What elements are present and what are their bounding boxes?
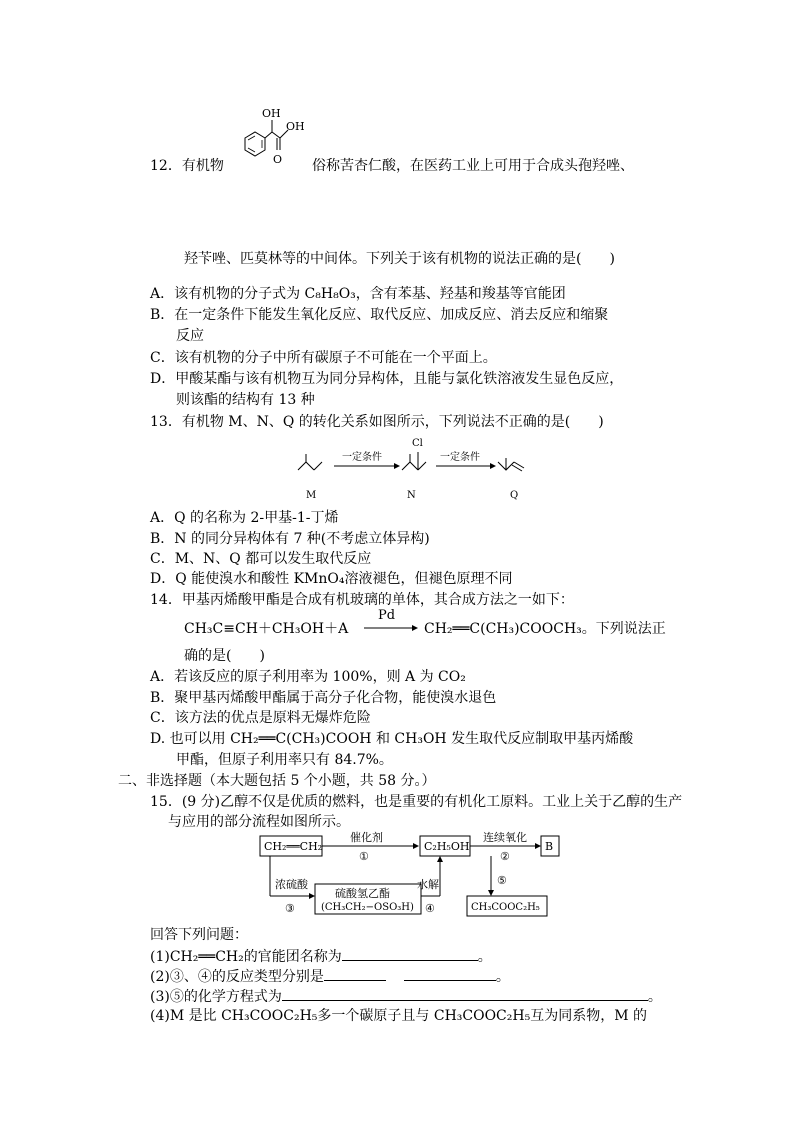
q12-option-b-line2: 反应 [176,328,204,344]
answer-blank-3[interactable] [282,986,648,1001]
q14-option-c: C．该方法的优点是原料无爆炸危险 [150,710,371,726]
flow-box-ethylene: CH₂══CH₂ [264,840,323,853]
flow-arrow2-label: 连续氧化 [483,831,527,844]
q14-catalyst: Pd [378,608,396,623]
q14-option-d-line2: 甲酯，但原子利用率只有 84.7%。 [176,752,393,768]
flow-box-ethyl-hydrogen-sulfate-formula: (CH₃CH₂−OSO₃H) [321,902,414,913]
q15-sub2-end: 。 [495,969,510,985]
q13-option-a: A．Q 的名称为 2-甲基-1-丁烯 [150,510,339,526]
q15-stem-line1: 15．(9 分)乙醇不仅是优质的燃料，也是重要的有机化工原料。工业上关于乙醇的生产 [150,794,683,810]
q15-sub1-text: (1)CH₂══CH₂的官能团名称为 [150,949,342,965]
section-heading: 二、非选择题（本大题包括 5 个小题，共 58 分。） [118,773,436,789]
structure-o: O [273,153,283,166]
q15-sub3-end: 。 [647,989,662,1005]
q14-option-b: B．聚甲基丙烯酸甲酯属于高分子化合物，能使溴水退色 [150,690,497,706]
q13-option-d: D．Q 能使溴水和酸性 KMnO₄溶液褪色，但褪色原理不同 [150,571,513,587]
q14-line3: 确的是( ) [184,648,265,664]
q12-option-b-line1: B．在一定条件下能发生氧化反应、取代反应、加成反应、消去反应和缩聚 [150,307,609,323]
q15-sub2-text: (2)③、④的反应类型分别是 [150,969,324,985]
q13-reaction-diagram [290,432,530,504]
q14-stem: 14．甲基丙烯酸甲酯是合成有机玻璃的单体，其合成方法之一如下： [150,592,574,608]
flow-arrow3-label: 浓硫酸 [275,878,308,891]
q15-sub1-end: 。 [477,949,492,965]
q12-line1-a: 12．有机物 [150,158,224,174]
flow-step3: ③ [285,902,295,915]
q12-line1-b: 俗称苦杏仁酸，在医药工业上可用于合成头孢羟唑、 [312,158,634,174]
flow-box-ester: CH₃COOC₂H₅ [471,902,540,913]
flow-step4: ④ [425,902,435,915]
q15-sub4: (4)M 是比 CH₃COOC₂H₅多一个碳原子且与 CH₃COOC₂H₅互为同系物，M 的 [150,1008,647,1024]
q14-equation-left: CH₃C≡CH＋CH₃OH＋A [184,621,349,637]
q12-option-a: A．该有机物的分子式为 C₈H₈O₃，含有苯基、羟基和羧基等官能团 [150,286,566,302]
flow-arrow1-label: 催化剂 [350,831,383,844]
structure-oh-2: OH [286,120,305,133]
label-n: N [407,490,416,501]
q12-option-d-line2: 则该酯的结构有 13 种 [176,392,315,408]
flow-step2: ② [500,850,510,863]
q14-option-a: A．若该反应的原子利用率为 100%，则 A 为 CO₂ [150,669,466,685]
q12-line2: 羟苄唑、匹莫林等的中间体。下列关于该有机物的说法正确的是( ) [184,251,615,267]
flow-box-b: B [545,840,554,853]
arrow2-label: 一定条件 [440,452,480,463]
q13-stem: 13．有机物 M、N、Q 的转化关系如图所示，下列说法不正确的是( ) [150,414,604,430]
q15-answer-intro: 回答下列问题： [150,927,248,943]
q13-option-c: C．M、N、Q 都可以发生取代反应 [150,551,372,567]
q15-sub2 [150,966,510,987]
flow-arrow4-label: 水解 [417,878,439,891]
answer-blank-2b[interactable] [404,966,496,981]
mandelic-acid-structure [230,100,320,170]
arrow1-label: 一定条件 [342,452,382,463]
q15-flow-diagram [255,826,575,918]
q15-sub1 [150,946,492,967]
q12-option-d-line1: D．甲酸某酯与该有机物互为同分异构体，且能与氯化铁溶液发生显色反应， [150,371,624,387]
flow-box-ethyl-hydrogen-sulfate: 硫酸氢乙酯 [335,887,390,900]
q15-sub3-text: (3)⑤的化学方程式为 [150,989,282,1005]
flow-step1: ① [359,850,369,863]
q14-reaction-arrow [362,622,418,634]
label-cl: Cl [412,438,423,449]
flow-box-ethanol: C₂H₅OH [424,840,470,853]
flow-step5: ⑤ [497,874,507,887]
q12-option-c: C．该有机物的分子中所有碳原子不可能在一个平面上。 [150,350,497,366]
answer-blank-1[interactable] [342,946,478,961]
answer-blank-2a[interactable] [324,966,386,981]
q15-sub3 [150,986,662,1007]
q13-option-b: B．N 的同分异构体有 7 种(不考虑立体异构) [150,531,430,547]
label-m: M [306,490,317,501]
structure-oh-1: OH [262,107,281,120]
q14-equation-right: CH₂══C(CH₃)COOCH₃。下列说法正 [424,621,666,637]
q15-stem-line2: 与应用的部分流程如图所示。 [168,814,350,830]
label-q: Q [510,490,519,501]
q14-option-d-line1: D. 也可以用 CH₂══C(CH₃)COOH 和 CH₃OH 发生取代反应制取甲基丙烯酸 [150,731,634,747]
